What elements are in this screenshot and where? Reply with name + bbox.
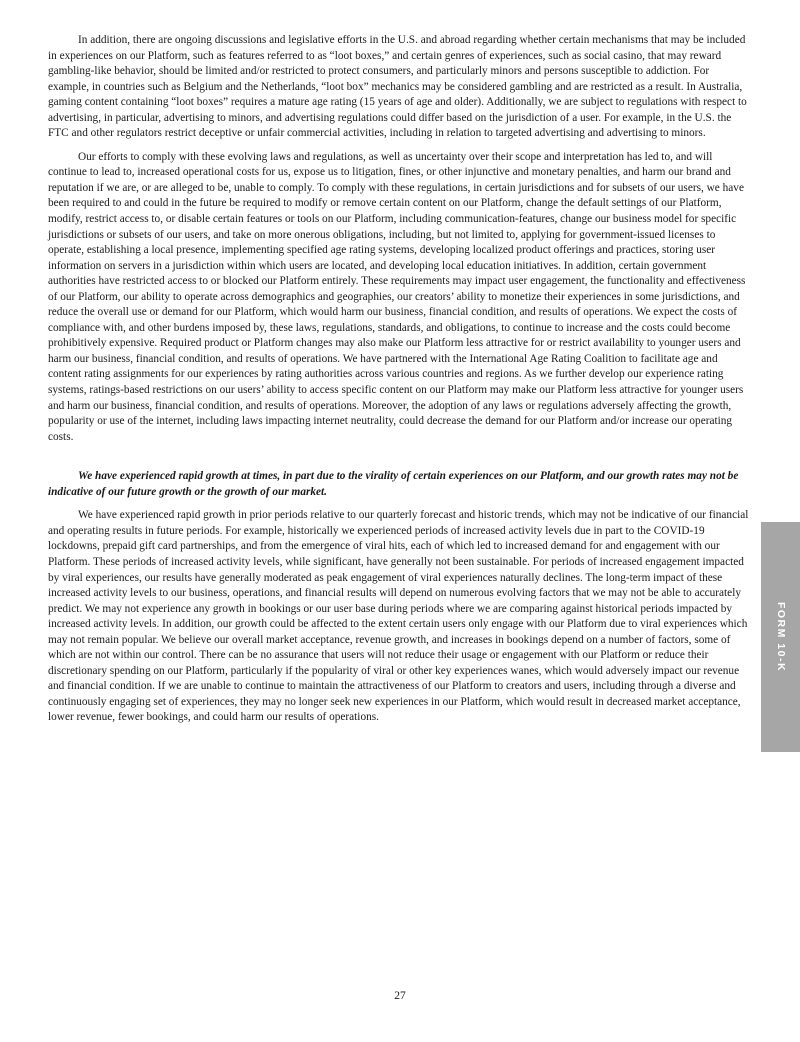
risk-factor-heading: We have experienced rapid growth at times, in part due to the virality of certain experiences on our Platform, and our growth rates may not be indicative of our future growth or the growth of our market. bbox=[48, 470, 739, 498]
paragraph-rapid-growth: We have experienced rapid growth in prior periods relative to our quarterly forecast and historic trends, which may not be indicative of our financial and operating results in future periods. For example, historically we experienced periods of increased activity levels due in part to the COVID-19 lockdowns, prepaid gift card partnerships, and from the emergence of viral hits, each of which led to increased demand for and engagement with our Platform. These periods of increased activity levels, while significant, have generally not been sustainable. For periods of increased engagement impacted by viral experiences, our results have generally moderated as peak engagement of viral experiences naturally declines. The long-term impact of these increased activity levels to our business, operations, and financial results will depend on numerous evolving factors that we may not be able to accurately predict. We may not experience any growth in bookings or our user base during periods where we are comparing against historical periods impacted by increased activity levels. In addition, our growth could be affected to the extent certain users only engage with our Platform due to viral experiences which may not remain popular. We believe our overall market acceptance, revenue growth, and increases in bookings depend on a number of factors, some of which are not within our control. There can be no assurance that users will not reduce their usage or engagement with our Platform or reduce their discretionary spending on our Platform, particularly if the popularity of viral or other key experiences wanes, which would adversely impact our revenue and financial condition. If we are unable to continue to maintain the attractiveness of our Platform to creators and users, including through a diverse and continuously engaging set of experiences, they may no longer seek new experiences in our Platform, which would result in decreased market acceptance, lower revenue, fewer bookings, and could harm our results of operations. bbox=[48, 509, 749, 724]
form-10k-side-tab bbox=[761, 522, 800, 752]
side-tab-label: FORM 10-K bbox=[774, 601, 787, 673]
page-number: 27 bbox=[394, 990, 406, 1002]
document-body bbox=[48, 33, 753, 726]
paragraph-loot-boxes: In addition, there are ongoing discussions and legislative efforts in the U.S. and abroad regarding whether certain mechanisms that may be included in experiences on our Platform, such as features referred to as “loot boxes,” and certain genres of experiences, such as social casino, that may reward gambling-like behavior, should be limited and/or restricted to protect consumers, and particularly minors and persons susceptible to addiction. For example, in countries such as Belgium and the Netherlands, “loot box” mechanics may be considered gambling and are restricted as a result. In Australia, gaming content containing “loot boxes” requires a mature age rating (15 years of age and older). Additionally, we are subject to regulations with respect to advertising, in particular, advertising to minors, and advertising regulations could differ based on the jurisdiction of a user. For example, in the U.S. the FTC and other regulators restrict deceptive or unfair commercial activities, including in relation to targeted advertising and advertising to minors. bbox=[48, 34, 747, 140]
paragraph-compliance-efforts: Our efforts to comply with these evolving laws and regulations, as well as uncertainty over their scope and interpretation has led to, and will continue to lead to, increased operational costs for us, expose us to litigation, fines, or other injunctive and monetary penalties, and harm our brand and reputation if we are, or are alleged to be, unable to comply. To comply with these regulations, in certain jurisdictions and for subsets of our users, we have been required to and could in the future be required to modify or remove certain content on our Platform, change the default settings of our Platform, modify, restrict access to, or disable certain features or tools on our Platform, including communication-features, change our business model for specific jurisdictions or subsets of our users, and take on more onerous obligations, including, but not limited to, applying for government-issued licenses to operate, establishing a local presence, implementing specified age rating systems, developing localized product offerings and practices, storing user information on servers in a jurisdiction within which users are located, and developing local education initiatives. In addition, certain government authorities have restricted access to or blocked our Platform entirely. These requirements may impact user engagement, the functionality and effectiveness of our Platform, our ability to operate across demographics and geographies, our creators’ ability to monetize their experiences in some jurisdictions, and reduce the overall use or demand for our Platform, which would harm our business, financial condition, and results of operations. We expect the costs of compliance with, and other burdens imposed by, these laws, regulations, standards, and obligations, to continue to increase and the costs could become prohibitively expensive. Required product or Platform changes may also make our Platform less attractive for or restrict availability to younger users and harm our business, financial condition, and results of operations. We have partnered with the International Age Rating Coalition to facilitate age and content rating assignments for our experiences by rating authorities across various countries and regions. As we further develop our experience rating systems, ratings-based restrictions on our users’ ability to access specific content on our Platform may make our Platform less attractive for younger users and harm our business, financial condition, and results of operations. Moreover, the adoption of any laws or regulations adversely affecting the growth, popularity or use of the internet, including laws impacting internet neutrality, could decrease the demand for our Platform and/or increase our operating costs. bbox=[48, 150, 746, 443]
